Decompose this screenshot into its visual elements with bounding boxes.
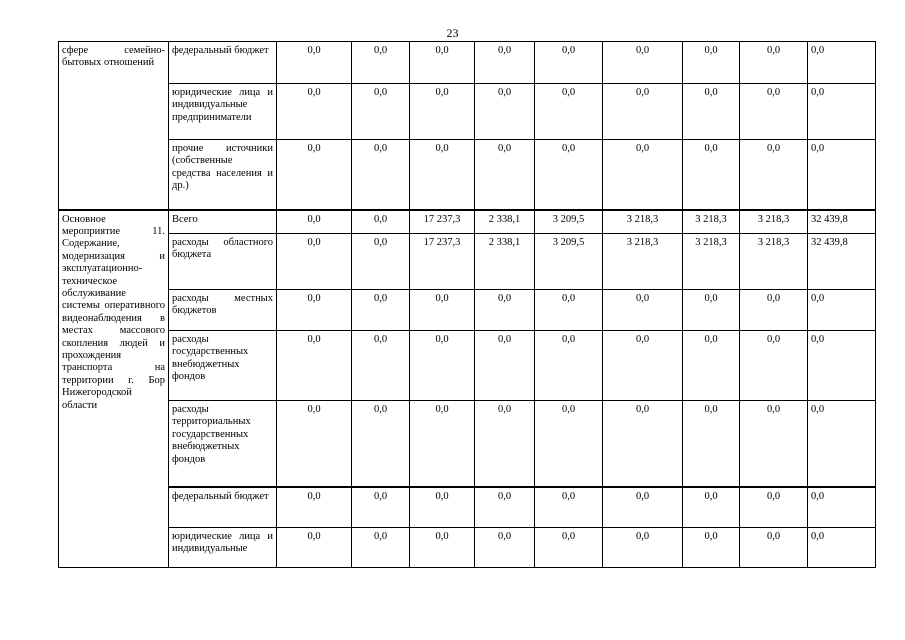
value-cell: 0,0 xyxy=(603,331,683,401)
table-row xyxy=(59,528,876,568)
page-number: 23 xyxy=(446,26,459,40)
funding-source-cell: расходы государственных внебюджетных фондов xyxy=(169,331,277,401)
table-row xyxy=(59,290,876,331)
value-cell: 0,0 xyxy=(277,210,352,234)
funding-source-cell: расходы областного бюджета xyxy=(169,234,277,290)
value-cell: 0,0 xyxy=(410,331,475,401)
value-cell: 0,0 xyxy=(603,84,683,140)
value-cell: 0,0 xyxy=(683,84,740,140)
value-cell: 0,0 xyxy=(475,528,535,568)
table-row xyxy=(59,84,876,140)
value-cell: 0,0 xyxy=(683,487,740,528)
value-cell: 0,0 xyxy=(740,42,808,84)
value-cell: 0,0 xyxy=(683,528,740,568)
value-cell: 0,0 xyxy=(410,140,475,210)
value-cell: 0,0 xyxy=(535,290,603,331)
value-cell: 0,0 xyxy=(808,487,876,528)
value-cell: 0,0 xyxy=(352,234,410,290)
value-cell: 0,0 xyxy=(277,84,352,140)
value-cell: 0,0 xyxy=(683,140,740,210)
budget-table-body xyxy=(59,42,876,568)
value-cell: 0,0 xyxy=(277,140,352,210)
funding-source-cell: федеральный бюджет xyxy=(169,487,277,528)
value-cell: 0,0 xyxy=(352,290,410,331)
value-cell: 0,0 xyxy=(277,528,352,568)
value-cell: 0,0 xyxy=(740,140,808,210)
table-row xyxy=(59,234,876,290)
table-row xyxy=(59,140,876,210)
value-cell: 0,0 xyxy=(352,210,410,234)
value-cell: 2 338,1 xyxy=(475,234,535,290)
value-cell: 0,0 xyxy=(740,290,808,331)
value-cell: 0,0 xyxy=(475,140,535,210)
value-cell: 0,0 xyxy=(740,401,808,487)
table-row xyxy=(59,42,876,84)
funding-source-cell: расходы территориальных государственных внебюджетных фондов xyxy=(169,401,277,487)
value-cell: 3 218,3 xyxy=(740,234,808,290)
value-cell: 0,0 xyxy=(277,234,352,290)
value-cell: 0,0 xyxy=(683,401,740,487)
funding-source-cell: юридические лица и индивидуальные xyxy=(169,528,277,568)
funding-source-cell: расходы местных бюджетов xyxy=(169,290,277,331)
value-cell: 0,0 xyxy=(535,42,603,84)
value-cell: 0,0 xyxy=(277,290,352,331)
value-cell: 0,0 xyxy=(277,331,352,401)
funding-source-cell: Всего xyxy=(169,210,277,234)
value-cell: 0,0 xyxy=(603,401,683,487)
value-cell: 0,0 xyxy=(475,401,535,487)
value-cell: 0,0 xyxy=(683,290,740,331)
value-cell: 0,0 xyxy=(352,140,410,210)
value-cell: 32 439,8 xyxy=(808,210,876,234)
value-cell: 0,0 xyxy=(808,528,876,568)
table-row xyxy=(59,210,876,234)
value-cell: 0,0 xyxy=(683,42,740,84)
value-cell: 0,0 xyxy=(808,290,876,331)
funding-source-cell: федеральный бюджет xyxy=(169,42,277,84)
value-cell: 0,0 xyxy=(535,401,603,487)
value-cell: 0,0 xyxy=(410,290,475,331)
activity-cell: сфере семейно-бытовых отношений xyxy=(59,42,169,210)
value-cell: 0,0 xyxy=(475,487,535,528)
value-cell: 3 209,5 xyxy=(535,234,603,290)
value-cell: 0,0 xyxy=(410,528,475,568)
table-row xyxy=(59,331,876,401)
value-cell: 3 218,3 xyxy=(740,210,808,234)
value-cell: 0,0 xyxy=(740,487,808,528)
value-cell: 0,0 xyxy=(740,84,808,140)
value-cell: 17 237,3 xyxy=(410,234,475,290)
activity-cell: Основное мероприятие 11. Содержание, модернизация и эксплуатационно-техническое обслуживание системы оперативного видеонаблюдения в местах массового скопления людей и прохождения транспорта на территории г. Бор Нижегородской области xyxy=(59,210,169,568)
value-cell: 0,0 xyxy=(535,84,603,140)
table-row xyxy=(59,401,876,487)
value-cell: 0,0 xyxy=(475,290,535,331)
value-cell: 0,0 xyxy=(352,528,410,568)
value-cell: 3 218,3 xyxy=(603,210,683,234)
value-cell: 3 218,3 xyxy=(683,234,740,290)
value-cell: 0,0 xyxy=(808,140,876,210)
value-cell: 0,0 xyxy=(603,487,683,528)
value-cell: 0,0 xyxy=(475,84,535,140)
value-cell: 3 218,3 xyxy=(683,210,740,234)
value-cell: 0,0 xyxy=(603,140,683,210)
value-cell: 0,0 xyxy=(535,487,603,528)
value-cell: 2 338,1 xyxy=(475,210,535,234)
funding-source-cell: юридические лица и индивидуальные предприниматели xyxy=(169,84,277,140)
value-cell: 0,0 xyxy=(475,42,535,84)
value-cell: 32 439,8 xyxy=(808,234,876,290)
value-cell: 0,0 xyxy=(740,331,808,401)
value-cell: 0,0 xyxy=(603,42,683,84)
value-cell: 0,0 xyxy=(410,487,475,528)
budget-table xyxy=(58,41,876,568)
value-cell: 3 209,5 xyxy=(535,210,603,234)
value-cell: 0,0 xyxy=(808,331,876,401)
value-cell: 0,0 xyxy=(352,401,410,487)
value-cell: 0,0 xyxy=(683,331,740,401)
value-cell: 0,0 xyxy=(352,42,410,84)
value-cell: 0,0 xyxy=(352,331,410,401)
value-cell: 0,0 xyxy=(603,290,683,331)
value-cell: 0,0 xyxy=(475,331,535,401)
value-cell: 0,0 xyxy=(410,84,475,140)
table-row xyxy=(59,487,876,528)
value-cell: 0,0 xyxy=(535,140,603,210)
value-cell: 0,0 xyxy=(808,42,876,84)
value-cell: 0,0 xyxy=(808,84,876,140)
value-cell: 17 237,3 xyxy=(410,210,475,234)
funding-source-cell: прочие источники (собственные средства населения и др.) xyxy=(169,140,277,210)
value-cell: 0,0 xyxy=(740,528,808,568)
value-cell: 0,0 xyxy=(277,487,352,528)
value-cell: 3 218,3 xyxy=(603,234,683,290)
value-cell: 0,0 xyxy=(277,401,352,487)
value-cell: 0,0 xyxy=(277,42,352,84)
value-cell: 0,0 xyxy=(535,528,603,568)
value-cell: 0,0 xyxy=(352,487,410,528)
value-cell: 0,0 xyxy=(603,528,683,568)
value-cell: 0,0 xyxy=(808,401,876,487)
value-cell: 0,0 xyxy=(535,331,603,401)
value-cell: 0,0 xyxy=(410,401,475,487)
value-cell: 0,0 xyxy=(410,42,475,84)
value-cell: 0,0 xyxy=(352,84,410,140)
